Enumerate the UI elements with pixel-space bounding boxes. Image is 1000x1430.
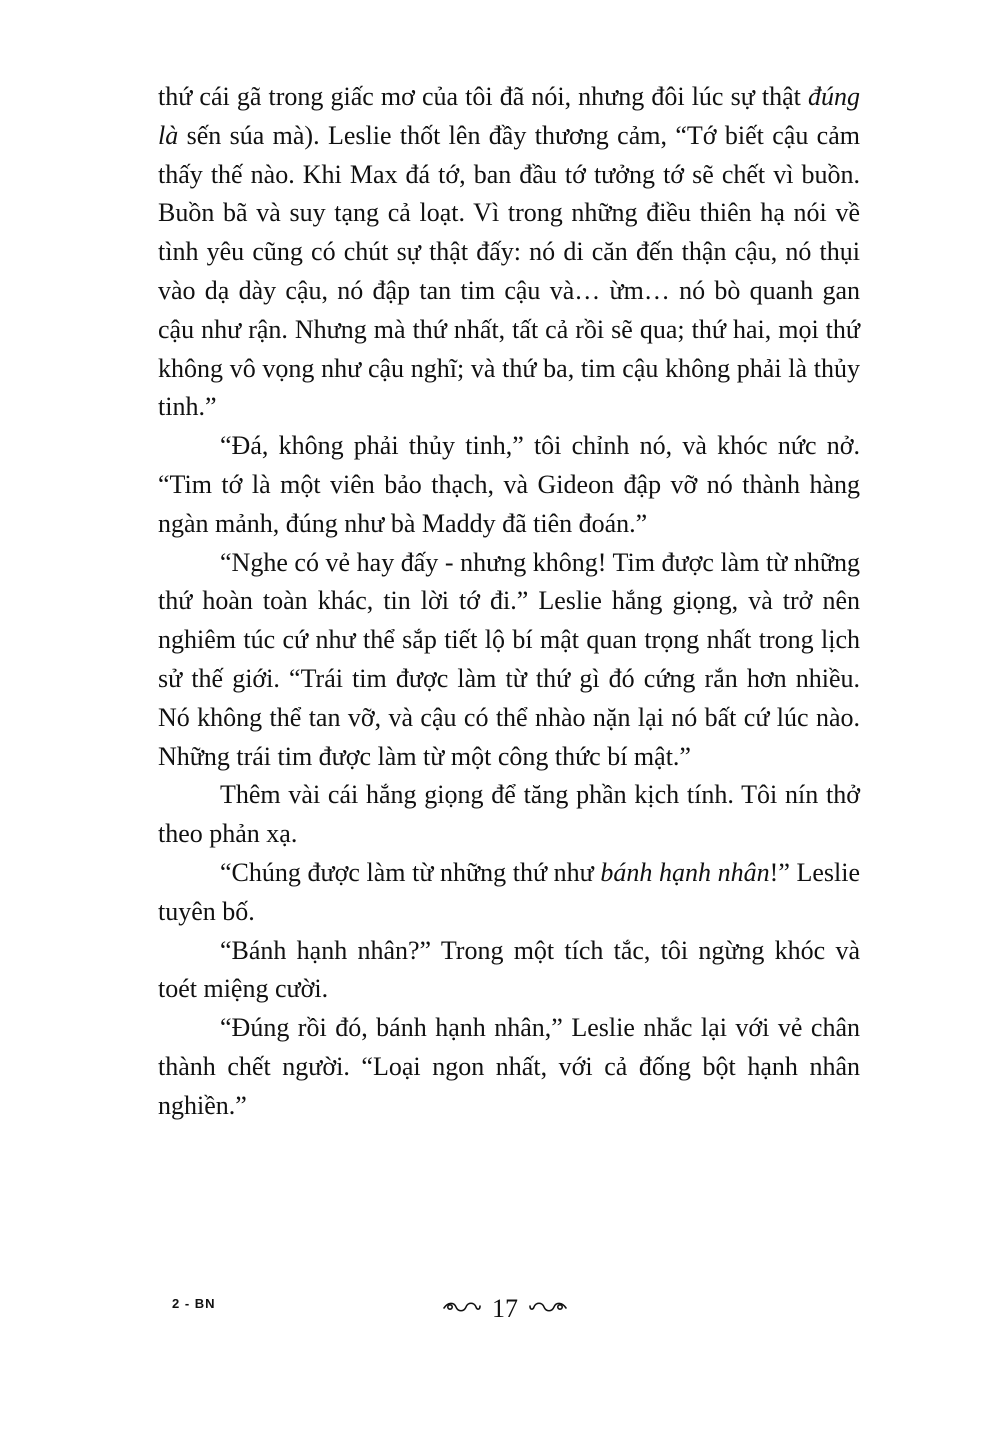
text-segment: thứ cái gã trong giấc mơ của tôi đã nói, nhưng đôi lúc sự thật xyxy=(158,82,808,111)
text-segment: “Đá, không phải thủy tinh,” tôi chỉnh nó, và khóc nức nở. “Tim tớ là một viên bảo thạch, và Gideon đập vỡ nó thành hàng ngàn mảnh, đúng như bà Maddy đã tiên đoán.” xyxy=(158,431,860,538)
text-segment: Thêm vài cái hắng giọng để tăng phần kịch tính. Tôi nín thở theo phản xạ. xyxy=(158,780,860,849)
text-segment: sến súa mà). Leslie thốt lên đầy thương cảm, “Tớ biết cậu cảm thấy thế nào. Khi Max đá tớ, ban đầu tớ tưởng tớ sẽ chết vì buồn. Buồn bã và suy tạng cả loạt. Vì trong những điều thiên hạ nói về tình yêu cũng có chút sự thật đấy: nó di căn đến thận cậu, nó thụi vào dạ dày cậu, nó đập tan tim cậu và… ừm… nó bò quanh gan cậu như rận. Nhưng mà thứ nhất, tất cả rồi sẽ qua; thứ hai, mọi thứ không vô vọng như cậu nghĩ; và thứ ba, tim cậu không phải là thủy tinh.” xyxy=(158,120,860,422)
paragraph-4 xyxy=(158,776,860,854)
paragraph-2 xyxy=(158,427,860,543)
text-segment: “Bánh hạnh nhân?” Trong một tích tắc, tôi ngừng khóc và toét miệng cười. xyxy=(158,935,860,1004)
paragraph-6 xyxy=(158,932,860,1010)
paragraph-7 xyxy=(158,1009,860,1125)
paragraph-1 xyxy=(158,78,860,427)
swirl-ornament-icon xyxy=(528,1298,568,1321)
text-segment: “Chúng được làm từ những thứ như xyxy=(220,857,601,887)
text-segment: “Đúng rồi đó, bánh hạnh nhân,” Leslie nhắc lại với vẻ chân thành chết người. “Loại ngon nhất, với cả đống bột hạnh nhân nghiền.” xyxy=(158,1013,860,1120)
page-number: 17 xyxy=(492,1294,518,1323)
text-segment: “Nghe có vẻ hay đấy - nhưng không! Tim được làm từ những thứ hoàn toàn khác, tin lời tớ đi.” Leslie hắng giọng, và trở nên nghiêm túc cứ như thể sắp tiết lộ bí mật quan trọng nhất trong lịch sử thế giới. “Trái tim được làm từ thứ gì đó cứng rắn hơn nhiều. Nó không thể tan vỡ, và cậu có thể nhào nặn lại nó bất cứ lúc nào. Những trái tim được làm từ một công thức bí mật.” xyxy=(158,547,860,771)
swirl-ornament-icon xyxy=(442,1298,482,1321)
signature-mark: 2 - BN xyxy=(172,1296,216,1311)
italic-segment: bánh hạnh nhân xyxy=(600,857,770,887)
text-segment: !” Leslie tuyên bố. xyxy=(158,857,861,926)
body-text xyxy=(158,78,860,1126)
page-folio xyxy=(430,1292,580,1326)
italic-segment: đúng là xyxy=(158,82,860,150)
paragraph-3 xyxy=(158,544,860,777)
paragraph-5 xyxy=(158,854,860,932)
